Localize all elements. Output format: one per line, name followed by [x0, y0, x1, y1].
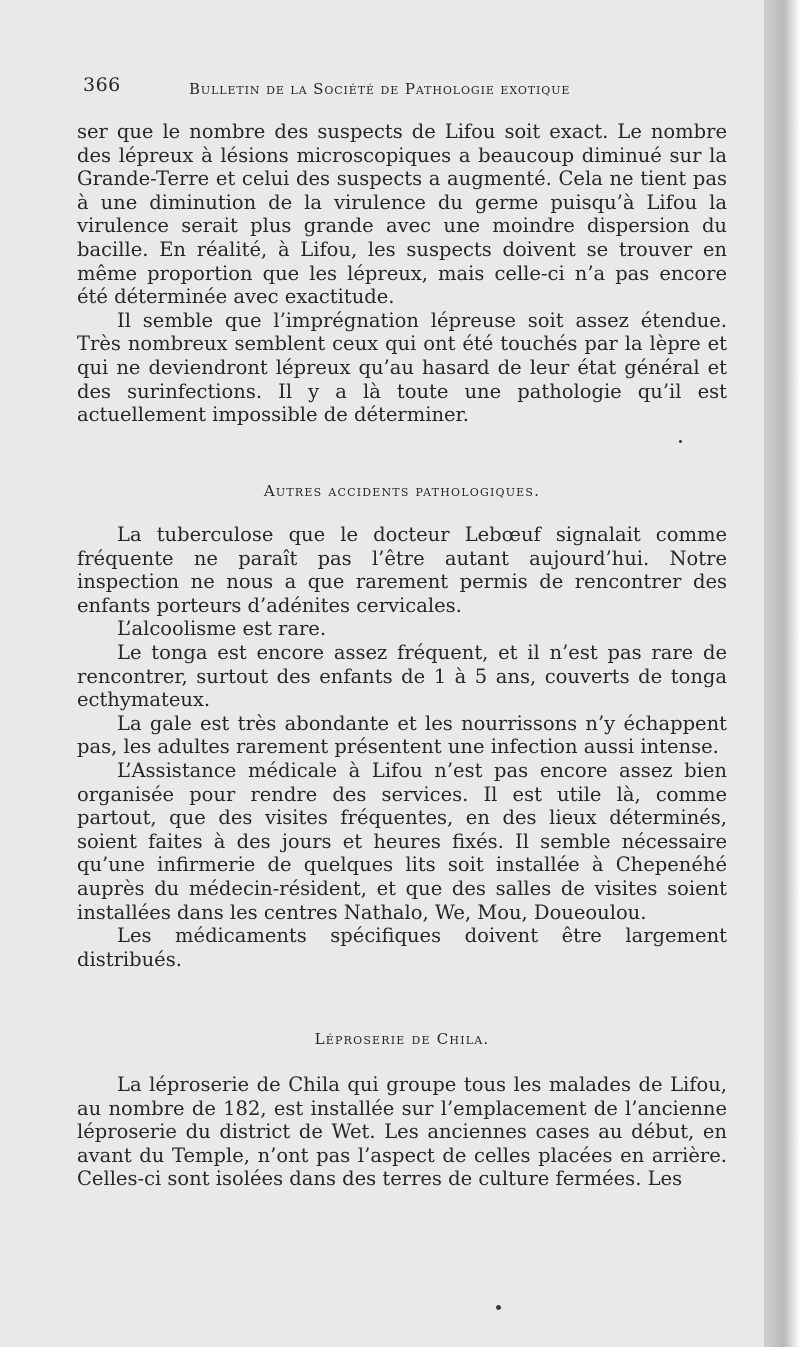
paragraph-continued: ser que le nombre des suspects de Lifou soit exact. Le nombre des lépreux à lésions microscopiques a beaucoup diminué sur la Grande-Terre et celui des suspects a augmenté. Cela ne tient pas à une diminution de la virulence du germe puisqu’à Lifou la virulence serait plus grande avec une moindre dispersion du bacille. En réalité, à Lifou, les suspects doivent se trouver en même proportion que les lépreux, mais celle-ci n’a pas encore été déterminée avec exactitude. [77, 120, 727, 309]
section-2-text-block [77, 1073, 727, 1191]
section-heading-autres-accidents: Autres accidents pathologiques. [263, 482, 541, 500]
paragraph: L’Assistance médicale à Lifou n’est pas encore assez bien organisée pour rendre des services. Il est utile là, comme partout, que des visites fréquentes, en des lieux déterminés, soient faites à des jours et heures fixés. Il semble nécessaire qu’une infirmerie de quelques lits soit installée à Chepenéhé auprès du médecin-résident, et que des salles de visites soient installées dans les centres Nathalo, We, Mou, Doueoulou. [77, 758, 727, 924]
page-number: 366 [83, 74, 121, 96]
page-edge-shadow [764, 0, 800, 1347]
ink-speck [496, 1305, 501, 1310]
paragraph: Le tonga est encore assez fréquent, et il n’est pas rare de rencontrer, surtout des enfants de 1 à 5 ans, couverts de tonga ecthymateux. [77, 640, 727, 712]
page-header [83, 74, 733, 100]
section-heading-leproserie-chila: Léproserie de Chila. [314, 1030, 490, 1048]
section-1-text-block [77, 523, 727, 971]
ink-speck [679, 440, 682, 443]
paragraph: La léproserie de Chila qui groupe tous les malades de Lifou, au nombre de 182, est installée sur l’emplacement de l’ancienne léproserie du district de Wet. Les anciennes cases au début, en avant du Temple, n’ont pas l’aspect de celles placées en arrière. Celles-ci sont isolées dans des terres de culture fermées. Les [77, 1073, 727, 1191]
running-title: Bulletin de la Société de Pathologie exotique [189, 80, 571, 98]
paragraph: La gale est très abondante et les nourrissons n’y échappent pas, les adultes rarement présentent une infection aussi intense. [77, 711, 727, 759]
paragraph: La tuberculose que le docteur Lebœuf signalait comme fréquente ne paraît pas l’être autant aujourd’hui. Notre inspection ne nous a que rarement permis de rencontrer des enfants porteurs d’adénites cervicales. [77, 523, 727, 617]
opening-text-block [77, 120, 727, 427]
paragraph: Les médicaments spécifiques doivent être largement distribués. [77, 924, 727, 971]
paragraph: L’alcoolisme est rare. [117, 617, 327, 641]
paragraph: Il semble que l’imprégnation lépreuse soit assez étendue. Très nombreux semblent ceux qui ont été touchés par la lèpre et qui ne deviendront lépreux qu’au hasard de leur état général et des surinfections. Il y a là toute une pathologie qu’il est actuellement impossible de déterminer. [77, 308, 727, 427]
